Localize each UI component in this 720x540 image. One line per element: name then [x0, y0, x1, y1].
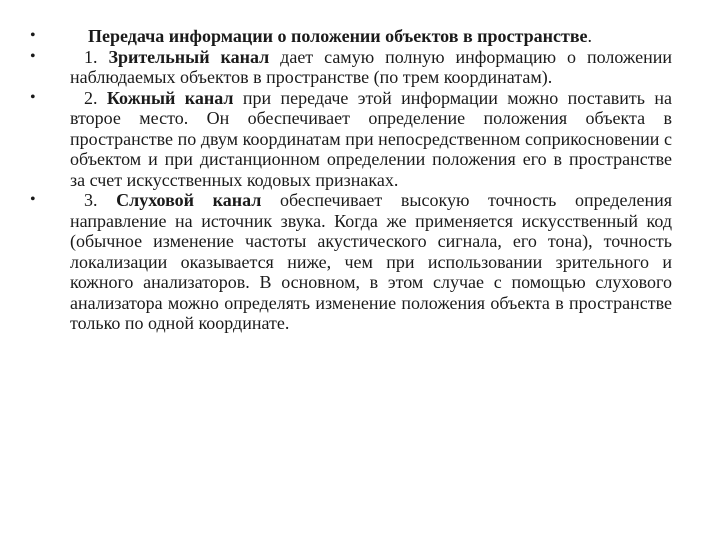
bullet-list: [30, 26, 672, 334]
item-bold-term: Слуховой канал: [116, 190, 262, 210]
bullet-paragraph: [70, 26, 672, 47]
item-number: 2.: [84, 87, 98, 108]
item-body-text: при передаче этой информации можно поставить на второе место. Он обеспечивает определение положения объекта в пространстве по двум координатам при непосредственном соприкосновении с объектом и при дистанционном определении положения его в пространстве за счет искусственных кодовых признаках.: [70, 87, 673, 190]
item-number: 3.: [84, 190, 98, 210]
bullet-icon: •: [30, 191, 36, 208]
bullet-item-skin-channel: [30, 88, 672, 191]
item-body-text: дает самую полную информацию о положении наблюдаемых объектов в пространстве (по трем координатам).: [70, 46, 672, 87]
bullet-icon: •: [30, 47, 36, 65]
item-body-text: обеспечивает высокую точность определения направление на источник звука. Когда же применяется искусственный код (обычное изменение частоты акустического сигнала, его тона), точность локализации оказывается ниже, чем при использовании зрительного и кожного анализаторов. В основном, в этом случае с помощью слухового анализатора можно определять изменение положения объекта в пространстве только по одной координате.: [70, 190, 673, 333]
heading-tail-text: .: [587, 26, 593, 46]
bullet-item-auditory-channel: [30, 190, 672, 334]
heading-bold-text: Передача информации о положении объектов в пространстве: [88, 26, 588, 46]
bullet-icon: •: [30, 27, 36, 44]
bullet-paragraph: [70, 47, 672, 88]
item-number: 1.: [84, 46, 98, 67]
bullet-item-visual-channel: [30, 47, 672, 88]
bullet-paragraph: [70, 190, 672, 334]
bullet-paragraph: [70, 88, 672, 191]
bullet-item-heading: [30, 26, 672, 47]
item-bold-term: Кожный канал: [106, 87, 234, 108]
bullet-icon: •: [30, 88, 36, 106]
item-bold-term: Зрительный канал: [108, 46, 270, 67]
